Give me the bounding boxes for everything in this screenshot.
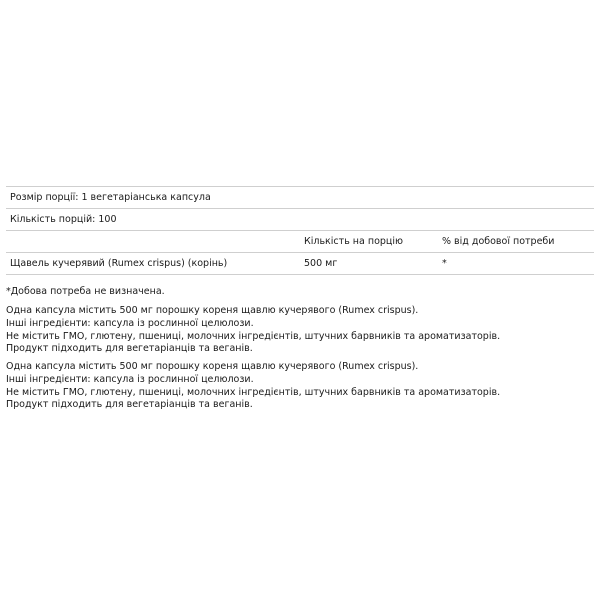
header-amount-per-serving: Кількість на порцію <box>304 236 404 247</box>
supplement-facts-table <box>6 186 594 275</box>
table-row <box>6 253 594 275</box>
description-line: Одна капсула містить 500 мг порошку кореня щавлю кучерявого (Rumex crispus). <box>6 305 419 316</box>
description-line: Продукт підходить для вегетаріанців та веганів. <box>6 343 253 355</box>
product-description <box>6 305 594 356</box>
servings-count-row <box>6 209 594 231</box>
serving-size-row <box>6 186 594 209</box>
ingredient-daily-value: * <box>442 258 447 269</box>
daily-value-footnote: *Добова потреба не визначена. <box>6 286 165 297</box>
description-line: Не містить ГМО, глютену, пшениці, молочних інгредієнтів, штучних барвників та ароматизаторів. <box>6 386 501 398</box>
serving-size-label: Розмір порції: 1 вегетаріанська капсула <box>10 192 211 203</box>
description-line: Продукт підходить для вегетаріанців та веганів. <box>6 399 253 411</box>
ingredient-name: Щавель кучерявий (Rumex crispus) (корінь) <box>10 258 228 269</box>
description-line: Не містить ГМО, глютену, пшениці, молочних інгредієнтів, штучних барвників та ароматизаторів. <box>6 330 501 342</box>
table-header-row <box>6 231 594 253</box>
description-line: Одна капсула містить 500 мг порошку кореня щавлю кучерявого (Rumex crispus). <box>6 361 419 372</box>
product-description <box>6 361 594 412</box>
ingredient-amount: 500 мг <box>304 258 338 269</box>
description-line: Інші інгредієнти: капсула із рослинної целюлози. <box>6 317 254 329</box>
description-line: Інші інгредієнти: капсула із рослинної целюлози. <box>6 373 254 385</box>
header-daily-value: % від добової потреби <box>442 236 555 247</box>
servings-count-label: Кількість порцій: 100 <box>10 214 117 225</box>
